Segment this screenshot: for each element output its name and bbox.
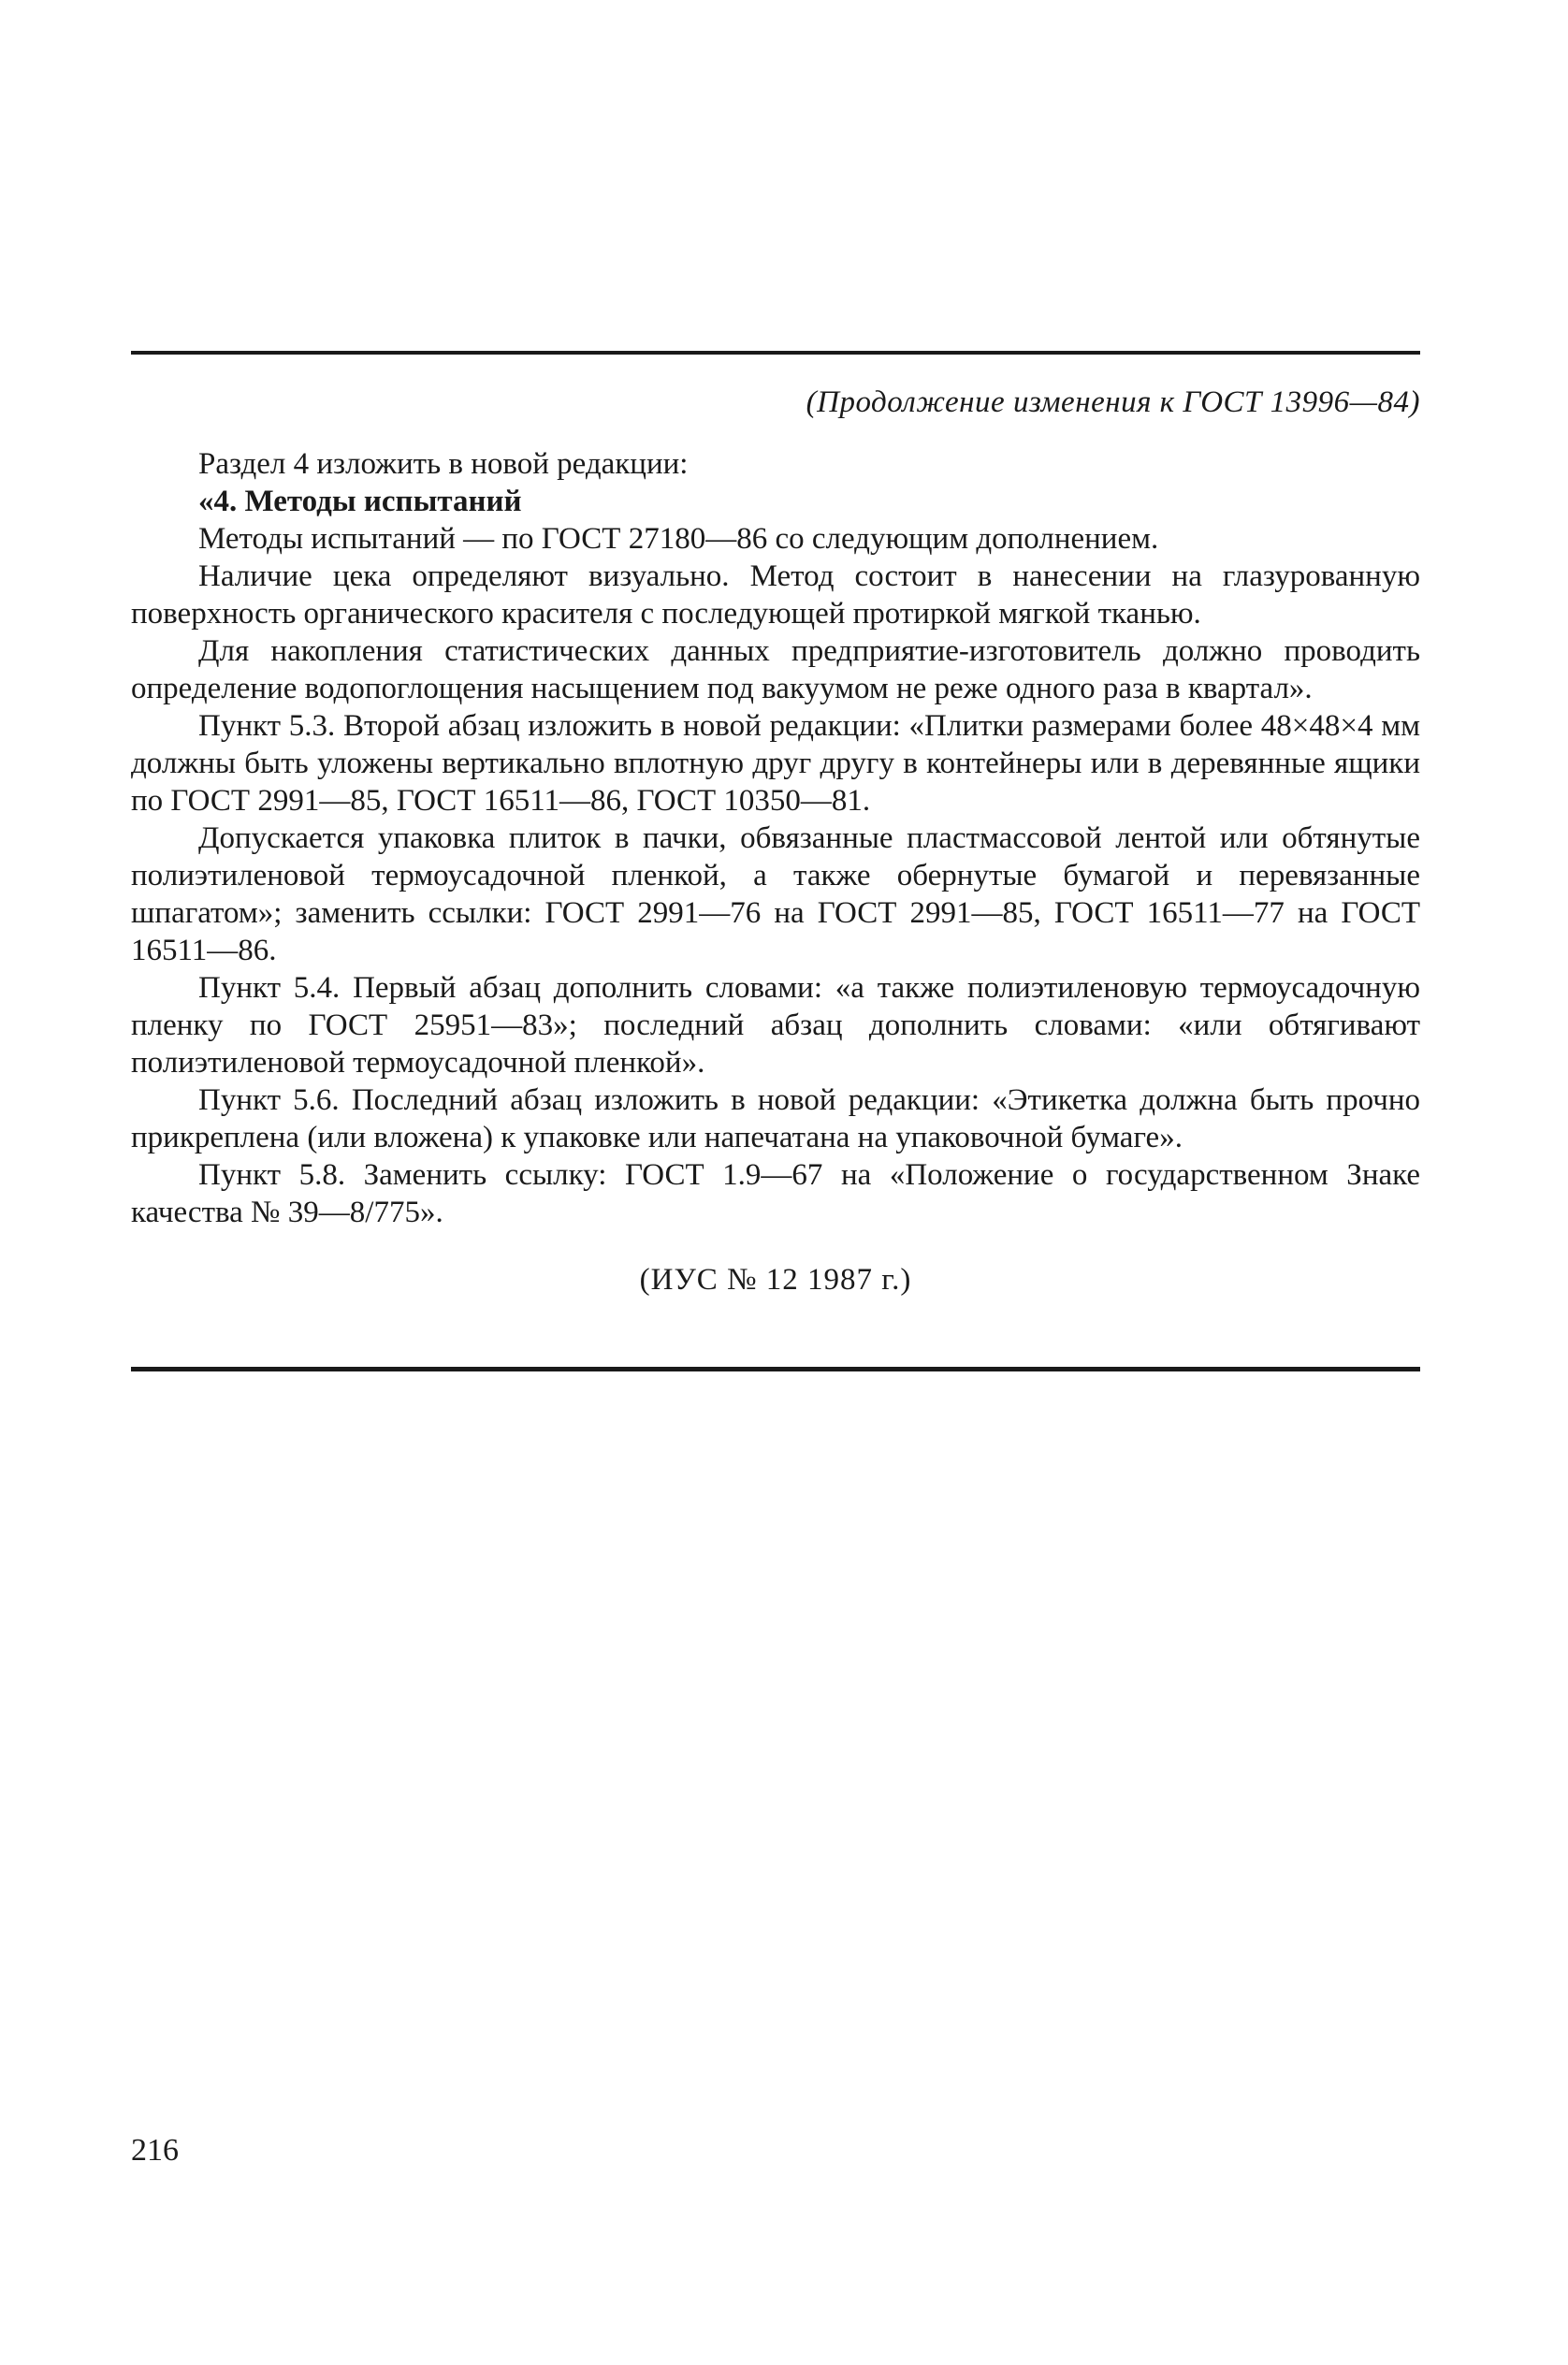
- paragraph-test-methods: Методы испытаний — по ГОСТ 27180—86 со следующим дополнением.: [198, 522, 1159, 556]
- source-note: (ИУС № 12 1987 г.): [639, 1263, 912, 1297]
- paragraph-clause-5-3: Пункт 5.3. Второй абзац изложить в новой редакции: «Плитки размерами более 48×48×4 мм должны быть уложены вертикально вплотную друг другу в контейнеры или в деревянные ящики по ГОСТ 2991—85, ГОСТ 16511—86, ГОСТ 10350—81.: [131, 709, 1420, 818]
- paragraph-clause-5-6: Пункт 5.6. Последний абзац изложить в новой редакции: «Этикетка должна быть прочно прикреплена (или вложена) к упаковке или напечатана на упаковочной бумаге».: [131, 1083, 1420, 1154]
- section-heading: «4. Методы испытаний: [198, 485, 522, 518]
- paragraph-packaging: Допускается упаковка плиток в пачки, обвязанные пластмассовой лентой или обтянутые полиэтиленовой термоусадочной пленкой, а также обернутые бумагой и перевязанные шпагатом»; заменить ссылки: ГОСТ 2991—76 на ГОСТ 2991—85, ГОСТ 16511—77 на ГОСТ 16511—86.: [131, 821, 1420, 967]
- paragraph-crazing-test: Наличие цека определяют визуально. Метод состоит в нанесении на глазурованную поверхность органического красителя с последующей протиркой мягкой тканью.: [131, 559, 1420, 631]
- paragraph-clause-5-8: Пункт 5.8. Заменить ссылку: ГОСТ 1.9—67 на «Положение о государственном Знаке качества № 39—8/775».: [131, 1158, 1420, 1229]
- top-horizontal-rule: [131, 351, 1420, 355]
- page-content: [131, 384, 1420, 1299]
- bottom-horizontal-rule: [131, 1367, 1420, 1371]
- paragraph-section-intro: Раздел 4 изложить в новой редакции:: [198, 447, 689, 481]
- paragraph-water-absorption: Для накопления статистических данных предприятие-изготовитель должно проводить определение водопоглощения насыщением под вакуумом не реже одного раза в квартал».: [131, 634, 1420, 705]
- page-number: 216: [131, 2133, 179, 2168]
- paragraph-clause-5-4: Пункт 5.4. Первый абзац дополнить словами: «а также полиэтиленовую термоусадочную пленку по ГОСТ 25951—83»; последний абзац дополнить словами: «или обтягивают полиэтиленовой термоусадочной пленкой».: [131, 971, 1420, 1080]
- running-head: (Продолжение изменения к ГОСТ 13996—84): [806, 385, 1420, 419]
